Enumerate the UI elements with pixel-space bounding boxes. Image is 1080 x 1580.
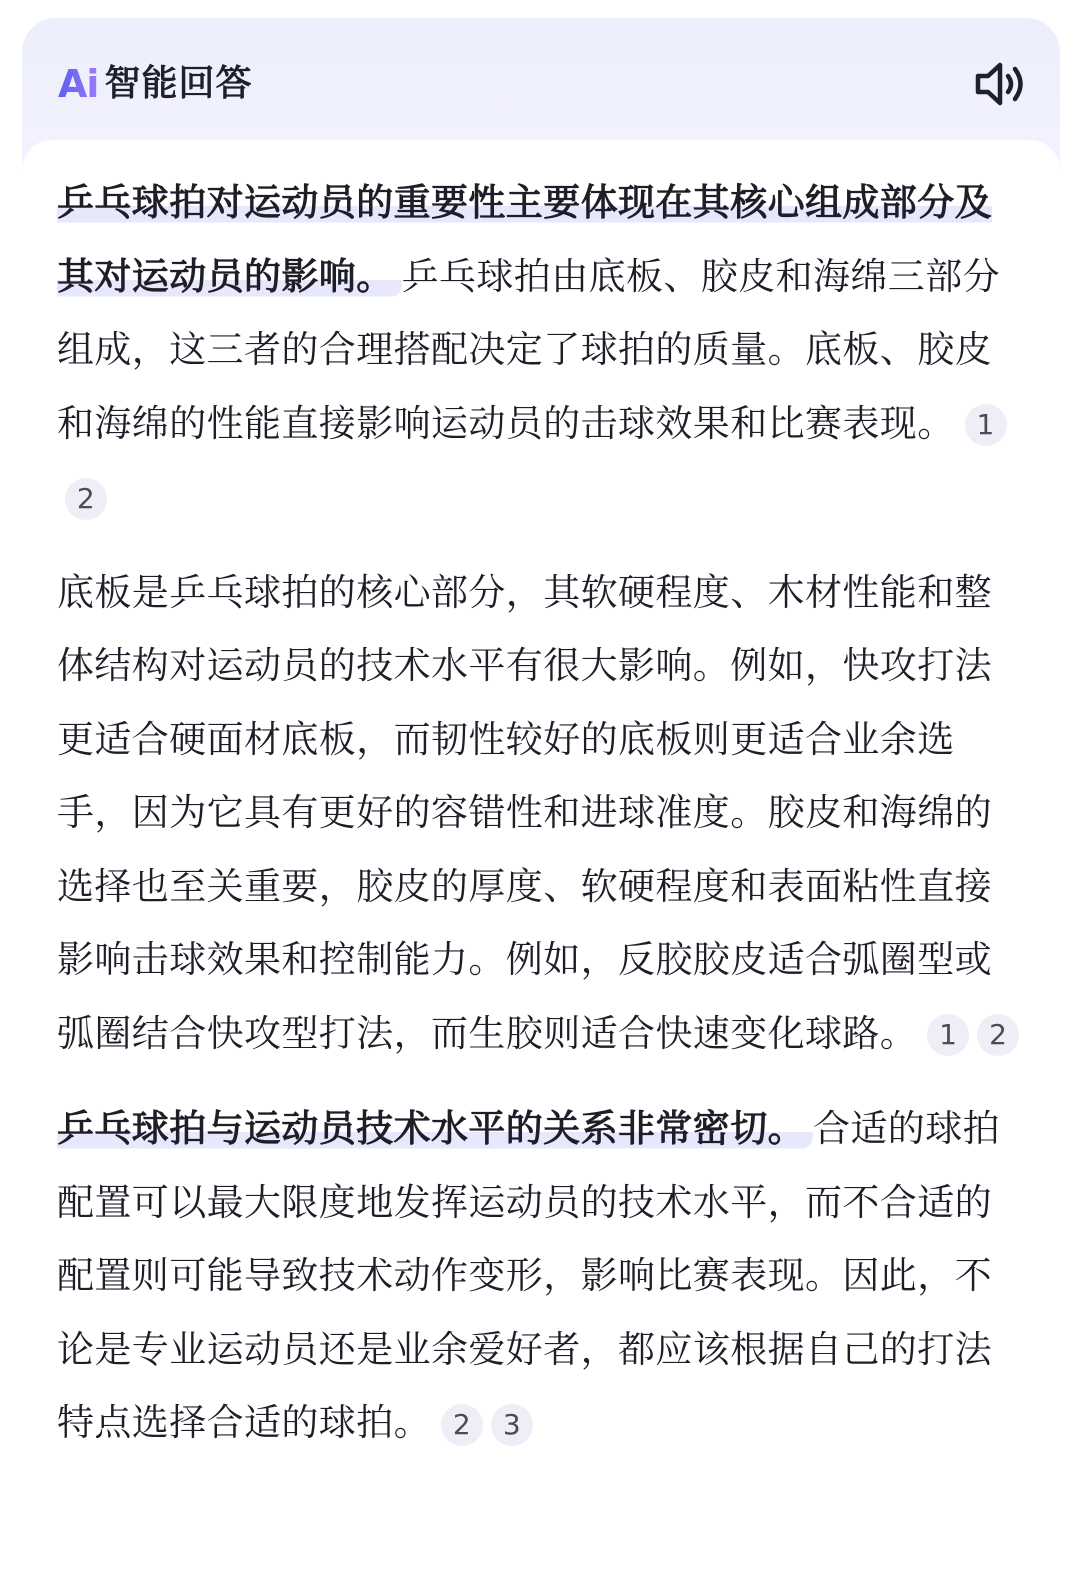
panel-header (22, 18, 1060, 140)
speaker-icon[interactable] (970, 54, 1030, 114)
answer-paragraph (57, 1092, 1025, 1460)
paragraph-text: 底板是乒乓球拍的核心部分，其软硬程度、木材性能和整体结构对运动员的技术水平有很大影响。例如，快攻打法更适合硬面材底板，而韧性较好的底板则更适合业余选手，因为它具有更好的容错性和进球准度。胶皮和海绵的选择也至关重要，胶皮的厚度、软硬程度和表面粘性直接影响击球效果和控制能力。例如，反胶胶皮适合弧圈型或弧圈结合快攻型打法，而生胶则适合快速变化球路。 (57, 570, 992, 1055)
citation-badge[interactable]: 2 (977, 1014, 1019, 1056)
citation-badge[interactable]: 1 (965, 404, 1007, 446)
highlight-sentence: 乒乓球拍与运动员技术水平的关系非常密切。 (57, 1107, 813, 1150)
citation-badge[interactable]: 2 (441, 1404, 483, 1446)
citation-badge[interactable]: 3 (491, 1404, 533, 1446)
answer-card (22, 140, 1060, 1580)
paragraph-text: 合适的球拍配置可以最大限度地发挥运动员的技术水平，而不合适的配置则可能导致技术动作变形，影响比赛表现。因此，不论是专业运动员还是业余爱好者，都应该根据自己的打法特点选择合适的球拍。 (57, 1107, 1000, 1444)
brand (58, 58, 252, 110)
citation-badge[interactable]: 2 (65, 478, 107, 520)
ai-logo-icon: Ai (58, 58, 98, 110)
ai-answer-panel (22, 18, 1060, 1578)
answer-paragraph (57, 166, 1025, 534)
highlight-sentence: 乒乓球拍对运动员的重要性主要体现在其核心组成部分及其对运动员的影响。 (57, 181, 992, 298)
paragraph-text: 乒乓球拍由底板、胶皮和海绵三部分组成，这三者的合理搭配决定了球拍的质量。底板、胶皮和海绵的性能直接影响运动员的击球效果和比赛表现。 (57, 254, 1001, 445)
panel-title: 智能回答 (104, 63, 253, 104)
citation-badge[interactable]: 1 (927, 1014, 969, 1056)
answer-paragraph (57, 556, 1025, 1071)
answer-content (57, 166, 1025, 1482)
